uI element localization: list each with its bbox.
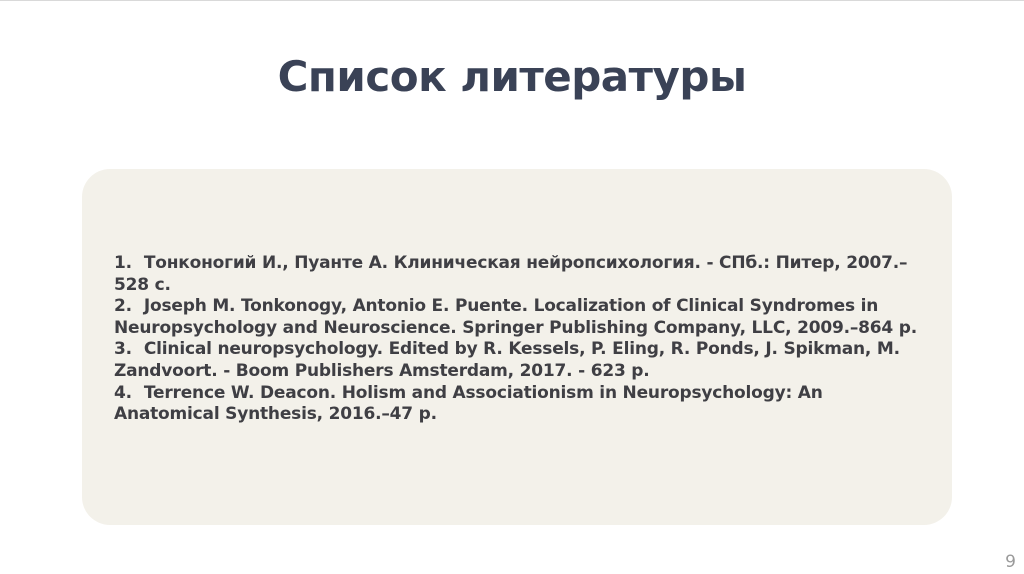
reference-text: Joseph M. Tonkonogy, Antonio E. Puente. Localization of Clinical Syndromes in Neuropsychology and Neuroscience. Springer Publishing Company, LLC, 2009.–864 p. [114, 296, 917, 338]
references-card [82, 169, 952, 525]
references-list [114, 253, 926, 426]
reference-item [114, 253, 926, 296]
reference-number: 3. [114, 339, 132, 360]
reference-number: 1. [114, 253, 132, 273]
reference-number: 4. [114, 382, 132, 403]
slide-title: Список литературы [277, 52, 747, 101]
reference-number: 2. [114, 296, 132, 317]
reference-item [114, 383, 926, 426]
reference-text: Clinical neuropsychology. Edited by R. Kessels, P. Eling, R. Ponds, J. Spikman, M. Zandvoort. - Boom Publishers Amsterdam, 2017. - 623 p. [114, 339, 900, 381]
reference-item [114, 339, 926, 382]
reference-text: Тонконогий И., Пуанте А. Клиническая нейропсихология. - СПб.: Питер, 2007.–528 с. [114, 253, 908, 295]
reference-item [114, 296, 926, 339]
page-number: 9 [1005, 552, 1016, 572]
reference-text: Terrence W. Deacon. Holism and Associationism in Neuropsychology: An Anatomical Synthesis, 2016.–47 p. [114, 382, 823, 425]
